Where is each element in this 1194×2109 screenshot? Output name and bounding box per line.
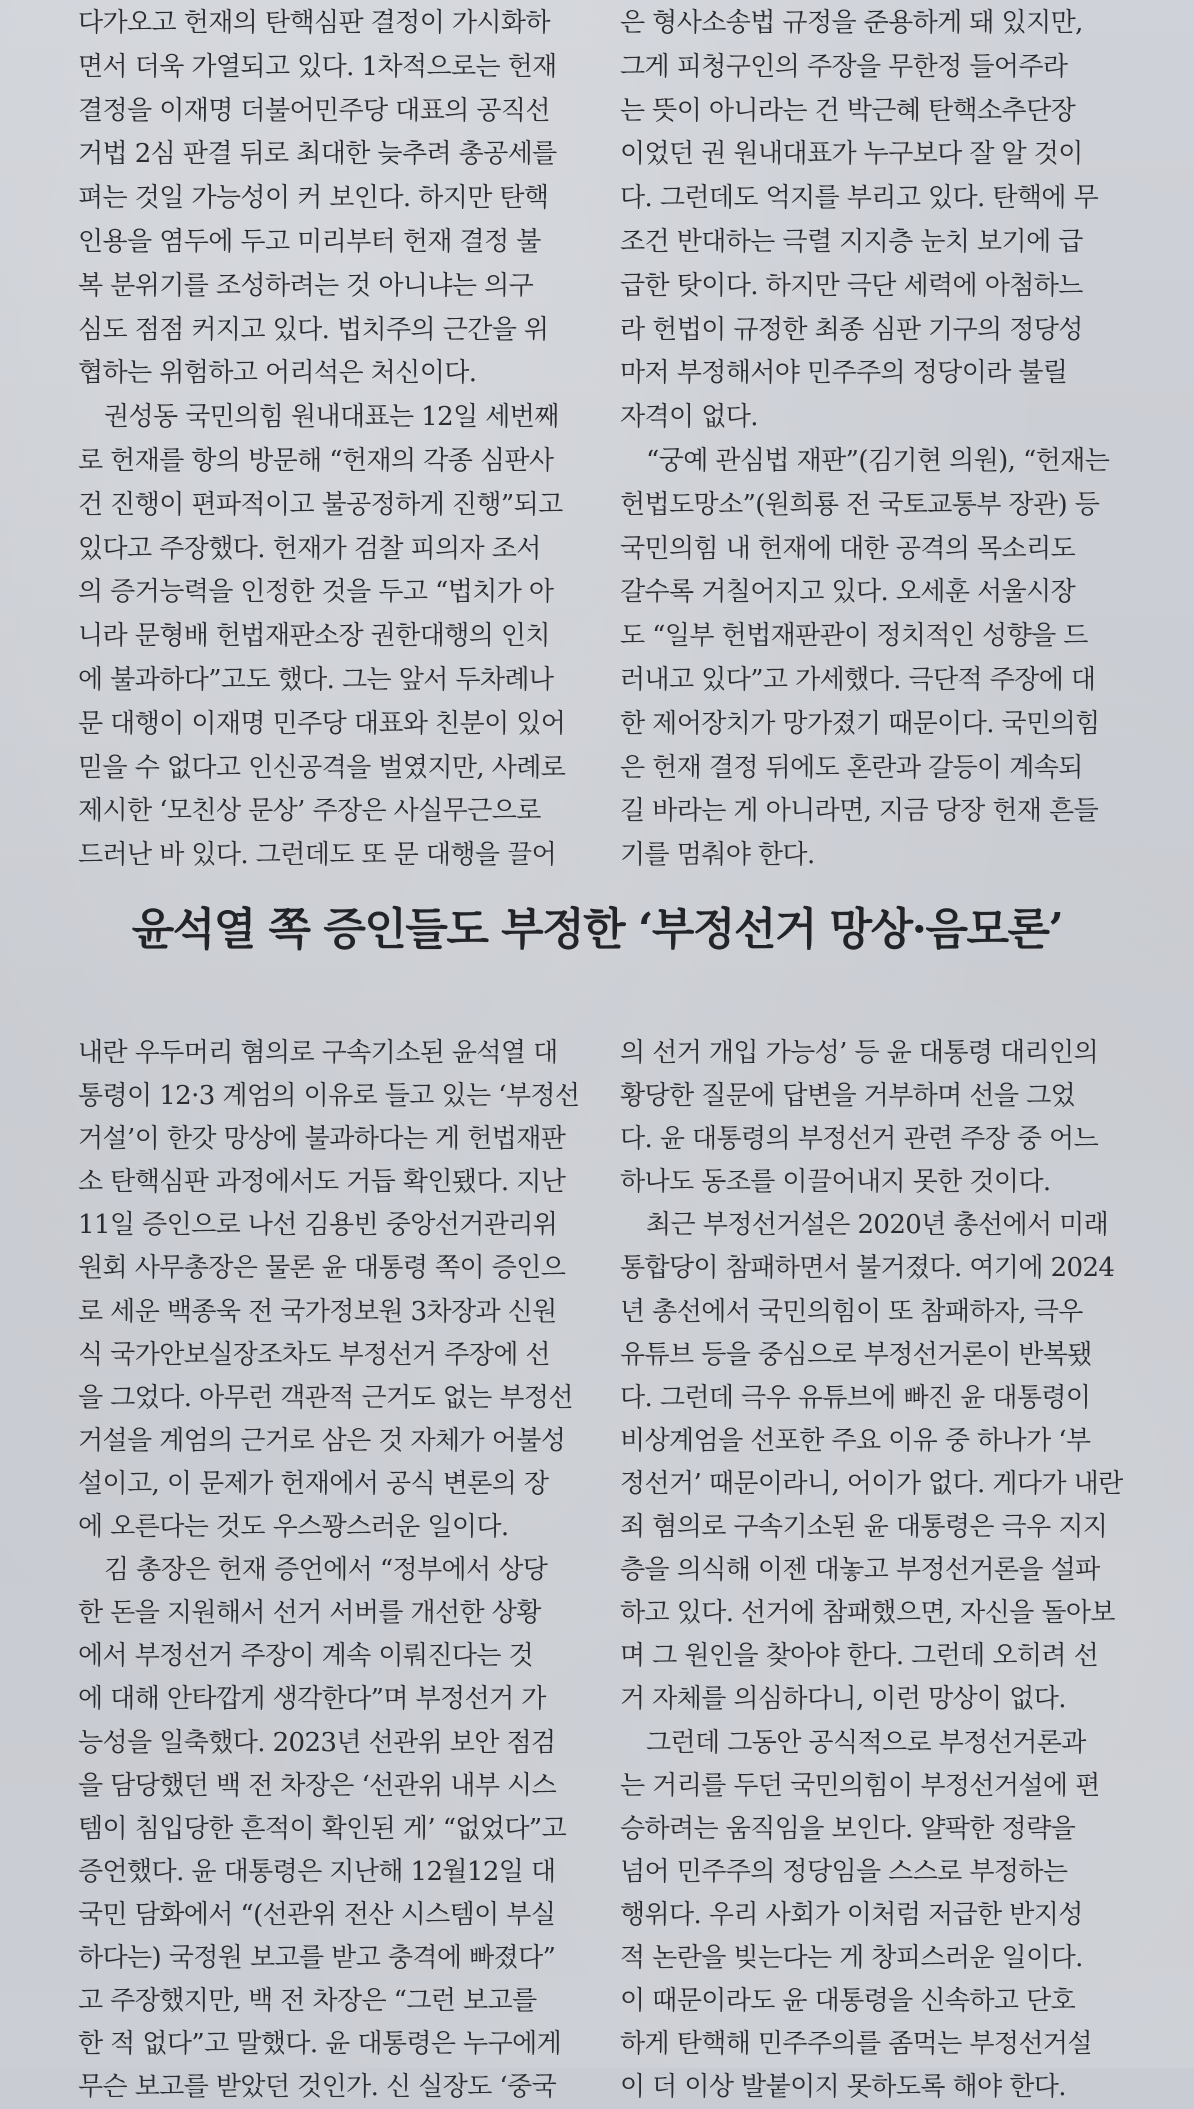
text-line: 고 주장했지만, 백 전 차장은 “그런 보고를 <box>78 1986 537 2017</box>
paragraph-start-line: 그런데 그동안 공식적으로 부정선거론과 <box>646 1727 1086 1758</box>
text-line: 유튜브 등을 중심으로 부정선거론이 반복됐 <box>620 1339 1092 1370</box>
paragraph-start-line: 김 총장은 헌재 증언에서 “정부에서 상당 <box>104 1555 548 1586</box>
text-line: 에 오른다는 것도 우스꽝스러운 일이다. <box>78 1512 509 1543</box>
text-line: 원회 사무총장은 물론 윤 대통령 쪽이 증인으 <box>78 1253 566 1284</box>
text-line: 도 “일부 헌법재판관이 정치적인 성향을 드 <box>620 621 1088 652</box>
text-line: 마저 부정해서야 민주주의 정당이라 불릴 <box>620 358 1068 389</box>
text-line: 한 제어장치가 망가졌기 때문이다. 국민의힘 <box>620 708 1100 739</box>
text-line: 이었던 권 원내대표가 누구보다 잘 알 것이 <box>620 139 1083 170</box>
text-line: 적 논란을 빚는다는 게 창피스러운 일이다. <box>620 1942 1083 1973</box>
text-line: 국민의힘 내 헌재에 대한 공격의 목소리도 <box>620 533 1076 564</box>
text-line: 증언했다. 윤 대통령은 지난해 12월12일 대 <box>78 1856 556 1887</box>
text-line: 템이 침입당한 흔적이 확인된 게’ “없었다”고 <box>78 1813 567 1844</box>
paragraph-start-line: 최근 부정선거설은 2020년 총선에서 미래 <box>646 1210 1109 1241</box>
text-line: 황당한 질문에 답변을 거부하며 선을 그었 <box>620 1081 1076 1112</box>
text-line: 에 불과하다”고도 했다. 그는 앞서 두차례나 <box>78 664 554 695</box>
text-line: 의 증거능력을 인정한 것을 두고 “법치가 아 <box>78 577 554 608</box>
text-line: 에 대해 안타깝게 생각한다”며 부정선거 가 <box>78 1684 546 1715</box>
text-line: 하고 있다. 선거에 참패했으면, 자신을 돌아보 <box>620 1598 1115 1629</box>
text-line: 승하려는 움직임을 보인다. 얄팍한 정략을 <box>620 1813 1076 1844</box>
text-line: 있다고 주장했다. 헌재가 검찰 피의자 조서 <box>78 533 541 564</box>
text-line: 다. 그런데 극우 유튜브에 빠진 윤 대통령이 <box>620 1382 1091 1413</box>
text-line: 는 뜻이 아니라는 건 박근혜 탄핵소추단장 <box>620 95 1076 126</box>
text-line: 다가오고 헌재의 탄핵심판 결정이 가시화하 <box>78 8 550 38</box>
text-line: 조건 반대하는 극렬 지지층 눈치 보기에 급 <box>620 226 1083 257</box>
text-line: 하게 탄핵해 민주주의를 좀먹는 부정선거설 <box>620 2029 1092 2060</box>
text-line: 건 진행이 편파적이고 불공정하게 진행”되고 <box>78 489 563 520</box>
text-line: 면서 더욱 가열되고 있다. 1차적으로는 헌재 <box>78 51 557 82</box>
text-line: 라 헌법이 규정한 최종 심판 기구의 정당성 <box>620 314 1083 345</box>
text-line: 며 그 원인을 찾아야 한다. 그런데 오히려 선 <box>620 1641 1099 1672</box>
text-line: 심도 점점 커지고 있다. 법치주의 근간을 위 <box>78 314 549 345</box>
text-line: 로 세운 백종욱 전 국가정보원 3차장과 신원 <box>78 1296 557 1327</box>
text-line: 의 선거 개입 가능성’ 등 윤 대통령 대리인의 <box>620 1038 1099 1068</box>
text-line: 협하는 위험하고 어리석은 처신이다. <box>78 358 477 389</box>
text-line: 다. 그런데도 억지를 부리고 있다. 탄핵에 무 <box>620 183 1099 214</box>
paragraph-start-line: 권성동 국민의힘 원내대표는 12일 세번째 <box>104 402 559 433</box>
text-line: 죄 혐의로 구속기소된 윤 대통령은 극우 지지 <box>620 1512 1108 1543</box>
text-line: 러내고 있다”고 가세했다. 극단적 주장에 대 <box>620 664 1096 695</box>
text-line: 다. 윤 대통령의 부정선거 관련 주장 중 어느 <box>620 1124 1099 1155</box>
text-line: 하나도 동조를 이끌어내지 못한 것이다. <box>620 1167 1051 1198</box>
top-right-column <box>620 2 1120 878</box>
text-line: 복 분위기를 조성하려는 것 아니냐는 의구 <box>78 270 534 301</box>
text-line: 층을 의식해 이젠 대놓고 부정선거론을 설파 <box>620 1555 1100 1586</box>
text-line: 그게 피청구인의 주장을 무한정 들어주라 <box>620 51 1068 82</box>
text-line: 은 형사소송법 규정을 준용하게 돼 있지만, <box>620 8 1083 38</box>
text-line: 비상계엄을 선포한 주요 이유 중 하나가 ‘부 <box>620 1425 1091 1456</box>
text-line: 정선거’ 때문이라니, 어이가 없다. 게다가 내란 <box>620 1468 1123 1499</box>
text-line: 내란 우두머리 혐의로 구속기소된 윤석열 대 <box>78 1038 558 1068</box>
text-line: 문 대행이 이재명 민주당 대표와 친분이 있어 <box>78 708 566 739</box>
text-line: 로 헌재를 항의 방문해 “헌재의 각종 심판사 <box>78 445 554 476</box>
text-line: 헌법도망소”(원희룡 전 국토교통부 장관) 등 <box>620 489 1100 520</box>
text-line: 거설을 계엄의 근거로 삼은 것 자체가 어불성 <box>78 1425 566 1456</box>
text-line: 거 자체를 의심하다니, 이런 망상이 없다. <box>620 1684 1066 1715</box>
text-line: 거법 2심 판결 뒤로 최대한 늦추려 총공세를 <box>78 139 557 170</box>
text-line: 급한 탓이다. 하지만 극단 세력에 아첨하느 <box>620 270 1083 301</box>
text-line: 행위다. 우리 사회가 이처럼 저급한 반지성 <box>620 1899 1083 1930</box>
text-line: 드러난 바 있다. 그런데도 또 문 대행을 끌어 <box>78 840 557 871</box>
bottom-left-column <box>78 1032 578 2109</box>
text-line: 은 헌재 결정 뒤에도 혼란과 갈등이 계속되 <box>620 752 1083 783</box>
paragraph-start-line: “궁예 관심법 재판”(김기현 의원), “헌재는 <box>646 445 1110 476</box>
text-line: 갈수록 거칠어지고 있다. 오세훈 서울시장 <box>620 577 1076 608</box>
text-line: 한 돈을 지원해서 선거 서버를 개선한 상황 <box>78 1598 541 1629</box>
text-line: 거설’이 한갓 망상에 불과하다는 게 헌법재판 <box>78 1124 566 1155</box>
text-line: 통합당이 참패하면서 불거졌다. 여기에 2024 <box>620 1253 1115 1284</box>
text-line: 길 바라는 게 아니라면, 지금 당장 헌재 흔들 <box>620 796 1099 827</box>
text-line: 년 총선에서 국민의힘이 또 참패하자, 극우 <box>620 1296 1083 1327</box>
text-line: 한 적 없다”고 말했다. 윤 대통령은 누구에게 <box>78 2029 562 2060</box>
text-line: 니라 문형배 헌법재판소장 권한대행의 인치 <box>78 621 550 652</box>
top-left-column <box>78 2 578 878</box>
text-line: 11일 증인으로 나선 김용빈 중앙선거관리위 <box>78 1210 558 1241</box>
text-line: 결정을 이재명 더불어민주당 대표의 공직선 <box>78 95 550 126</box>
text-line: 소 탄핵심판 과정에서도 거듭 확인됐다. 지난 <box>78 1167 566 1198</box>
text-line: 이 때문이라도 윤 대통령을 신속하고 단호 <box>620 1986 1076 2017</box>
text-line: 펴는 것일 가능성이 커 보인다. 하지만 탄핵 <box>78 183 549 214</box>
text-line: 을 담당했던 백 전 차장은 ‘선관위 내부 시스 <box>78 1770 557 1801</box>
text-line: 믿을 수 없다고 인신공격을 벌였지만, 사례로 <box>78 752 566 783</box>
text-line: 인용을 염두에 두고 미리부터 헌재 결정 불 <box>78 226 541 257</box>
text-line: 하다는) 국정원 보고를 받고 충격에 빠졌다” <box>78 1942 556 1973</box>
text-line: 식 국가안보실장조차도 부정선거 주장에 선 <box>78 1339 550 1370</box>
text-line: 이 더 이상 발붙이지 못하도록 해야 한다. <box>620 2072 1066 2103</box>
text-line: 무슨 보고를 받았던 것인가. 신 실장도 ‘중국 <box>78 2072 557 2103</box>
text-line: 에서 부정선거 주장이 계속 이뤄진다는 것 <box>78 1641 534 1672</box>
text-line: 설이고, 이 문제가 헌재에서 공식 변론의 장 <box>78 1468 549 1499</box>
text-line: 넘어 민주주의 정당임을 스스로 부정하는 <box>620 1856 1068 1887</box>
text-line: 자격이 없다. <box>620 402 758 433</box>
editorial-headline: 윤석열 쪽 증인들도 부정한 ‘부정선거 망상·음모론’ <box>131 904 1063 955</box>
text-line: 통령이 12·3 계엄의 이유로 들고 있는 ‘부정선 <box>78 1081 580 1112</box>
text-line: 기를 멈춰야 한다. <box>620 840 815 871</box>
text-line: 능성을 일축했다. 2023년 선관위 보안 점검 <box>78 1727 556 1758</box>
text-line: 을 그었다. 아무런 객관적 근거도 없는 부정선 <box>78 1382 573 1413</box>
bottom-right-column <box>620 1032 1123 2109</box>
text-line: 국민 담화에서 “(선관위 전산 시스템이 부실 <box>78 1899 556 1930</box>
text-line: 는 거리를 두던 국민의힘이 부정선거설에 편 <box>620 1770 1100 1801</box>
text-line: 제시한 ‘모친상 문상’ 주장은 사실무근으로 <box>78 796 541 827</box>
